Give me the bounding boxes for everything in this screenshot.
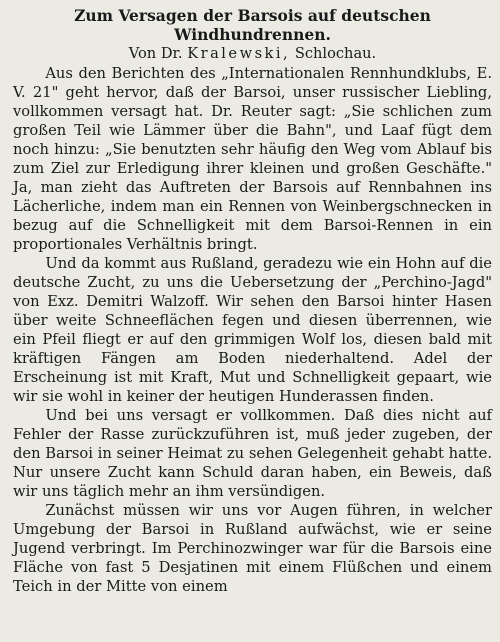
paragraph-1: Aus den Berichten des „Internationalen Rennhundklubs, E. V. 21" geht hervor, daß der Barsoi, unser russischer Liebling, vollkommen versagt hat. Dr. Reuter sagt: „Sie schlichen zum großen Teil wie Lämmer über die Bahn", und Laaf fügt dem noch hinzu: „Sie benutzten sehr häufig den Weg vom Ablauf bis zum Ziel zur Erledigung ihrer kleinen und großen Geschäfte." Ja, man zieht das Auftreten der Barsois auf Rennbahnen ins Lächerliche, indem man ein Rennen von Weinbergschnecken in bezug auf die Schnelligkeit mit dem Barsoi-Rennen in ein proportionales Verhältnis bringt. <box>13 65 492 253</box>
paragraph-2: Und da kommt aus Rußland, geradezu wie ein Hohn auf die deutsche Zucht, zu uns die Uebersetzung der „Perchino-Jagd" von Exz. Demitri Walzoff. Wir sehen den Barsoi hinter Hasen über weite Schneeflächen fegen und diesen überrennen, wie ein Pfeil fliegt er auf den grimmigen Wolf los, diesen bald mit kräftigen Fängen am Boden niederhaltend. Adel der Erscheinung ist mit Kraft, Mut und Schnelligkeit gepaart, wie wir sie wohl in keiner der heutigen Hunderassen finden. <box>13 255 492 405</box>
paragraph-3: Und bei uns versagt er vollkommen. Daß dies nicht auf Fehler der Rasse zurückzuführen ist, muß jeder zugeben, der den Barsoi in seiner Heimat zu sehen Gelegenheit gehabt hatte. Nur unsere Zucht kann Schuld daran haben, ein Beweis, daß wir uns täglich mehr an ihm versündigen. <box>13 407 492 500</box>
byline-place: Schlochau. <box>294 45 377 62</box>
byline-author: Kralewski, <box>187 45 291 62</box>
byline-prefix: Von Dr. <box>128 45 183 62</box>
paragraph-4: Zunächst müssen wir uns vor Augen führen, in welcher Umgebung der Barsoi in Rußland aufwächst, wie er seine Jugend verbringt. Im Perchinozwinger war für die Barsois eine Fläche von fast 5 Desjatinen mit einem Flüßchen und einem Teich in der Mitte von einem <box>13 502 492 595</box>
article-title: Zum Versagen der Barsois auf deutschen Windhundrennen. <box>74 6 431 44</box>
article-byline <box>13 44 492 63</box>
